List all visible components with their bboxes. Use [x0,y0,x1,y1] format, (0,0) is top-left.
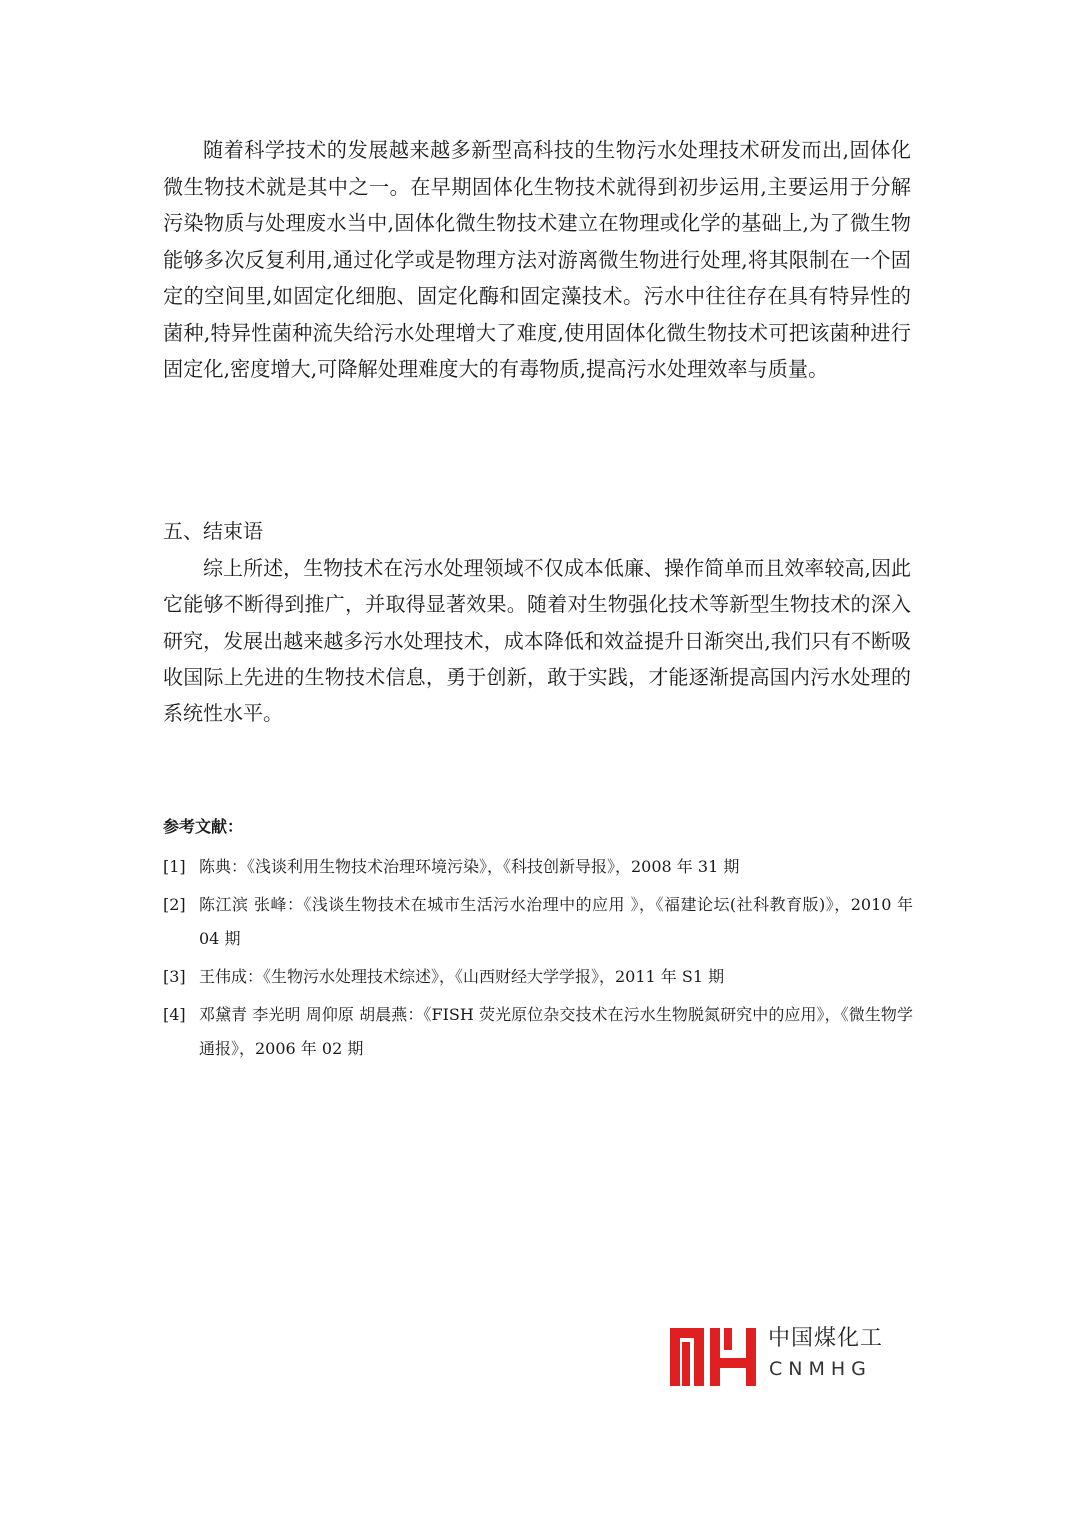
reference-text: 王伟成：《生物污水处理技术综述》，《山西财经大学学报》，2011 年 S1 期 [199,967,725,986]
reference-item [163,998,913,1066]
conclusion-paragraph: 综上所述，生物技术在污水处理领域不仅成本低廉、操作简单而且效率较高,因此它能够不断得到推广，并取得显著效果。随着对生物强化技术等新型生物技术的深入研究，发展出越来越多污水处理技术，成本降低和效益提升日渐突出,我们只有不断吸收国际上先进的生物技术信息，勇于创新，敢于实践，才能逐渐提高国内污水处理的系统性水平。 [163,556,911,726]
reference-item [163,888,913,956]
references-title: 参考文献： [163,817,244,836]
reference-number: [3] [163,967,186,986]
reference-text: 邓黛青 李光明 周仰原 胡晨燕：《FISH 荧光原位杂交技术在污水生物脱氮研究中的应用》，《微生物学通报》，2006 年 02 期 [199,1005,913,1058]
logo-chinese-name: 中国煤化工 [768,1326,884,1351]
reference-list [163,850,913,1070]
reference-number: [1] [163,857,186,876]
logo-english-name: CNMHG [769,1358,872,1380]
reference-item [163,850,913,884]
body-paragraph: 随着科学技术的发展越来越多新型高科技的生物污水处理技术研发而出,固体化微生物技术就是其中之一。在早期固体化生物技术就得到初步运用,主要运用于分解污染物质与处理废水当中,固体化微生物技术建立在物理或化学的基础上,为了微生物能够多次反复利用,通过化学或是物理方法对游离微生物进行处理,将其限制在一个固定的空间里,如固定化细胞、固定化酶和固定藻技术。污水中往往存在具有特异性的菌种,特异性菌种流失给污水处理增大了难度,使用固体化微生物技术可把该菌种进行固定化,密度增大,可降解处理难度大的有毒物质,提高污水处理效率与质量。 [163,138,911,381]
reference-item [163,960,913,994]
reference-number: [4] [163,1005,186,1024]
cnmhg-logo-mark-icon [668,1324,760,1388]
reference-text: 陈江滨 张峰：《浅谈生物技术在城市生活污水治理中的应用 》，《福建论坛(社科教育版)》，2010 年 04 期 [199,895,913,948]
company-logo [668,1324,884,1388]
reference-number: [2] [163,895,186,914]
section-heading: 五、结束语 [163,519,263,543]
reference-text: 陈典：《浅谈利用生物技术治理环境污染》，《科技创新导报》，2008 年 31 期 [199,857,740,876]
